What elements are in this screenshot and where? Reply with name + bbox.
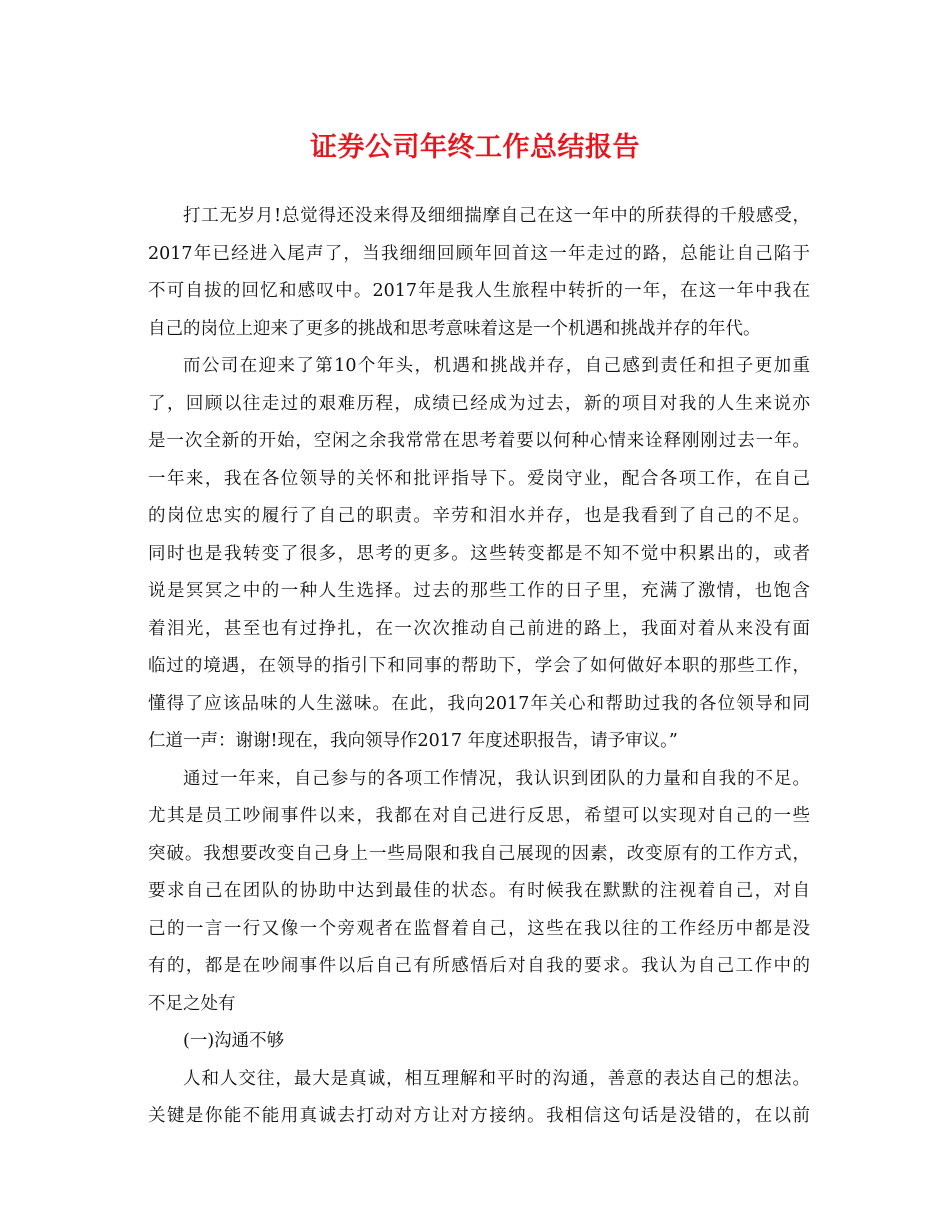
document-title: 证券公司年终工作总结报告 [310,132,640,163]
text-line: 突破。我想要改变自己身上一些局限和我自己展现的因素，改变原有的工作方式， [148,843,810,864]
text-line: 懂得了应该品味的人生滋味。在此，我向2017年关心和帮助过我的各位领导和同 [148,693,810,714]
text-line: 人和人交往，最大是真诚，相互理解和平时的沟通，善意的表达自己的想法。 [183,1068,810,1089]
text-line: 通过一年来，自己参与的各项工作情况，我认识到团队的力量和自我的不足。 [183,768,810,789]
text-line: 不可自拔的回忆和感叹中。2017年是我人生旅程中转折的一年，在这一年中我在 [148,281,810,301]
text-line: 尤其是员工吵闹事件以来，我都在对自己进行反思，希望可以实现对自己的一些 [148,806,810,826]
text-line: 己的一言一行又像一个旁观者在监督着自己，这些在我以往的工作经历中都是没 [148,918,810,939]
text-line: 说是冥冥之中的一种人生选择。过去的那些工作的日子里，充满了激情，也饱含 [148,581,810,601]
text-line: 的岗位忠实的履行了自己的职责。辛劳和泪水并存，也是我看到了自己的不足。 [148,506,810,526]
text-line: 临过的境遇，在领导的指引下和同事的帮助下，学会了如何做好本职的那些工作， [148,656,810,676]
text-line: 一年来，我在各位领导的关怀和批评指导下。爱岗守业，配合各项工作，在自己 [148,468,810,489]
text-line: 着泪光，甚至也有过挣扎，在一次次推动自己前进的路上，我面对着从来没有面 [148,618,810,639]
text-line: 要求自己在团队的协助中达到最佳的状态。有时候我在默默的注视着自己，对自 [148,881,810,901]
text-line: 同时也是我转变了很多，思考的更多。这些转变都是不知不觉中积累出的，或者 [148,543,810,564]
text-line: 打工无岁月!总觉得还没来得及细细揣摩自己在这一年中的所获得的千般感受， [183,206,810,226]
document-body [148,198,810,1136]
text-line: 自己的岗位上迎来了更多的挑战和思考意味着这是一个机遇和挑战并存的年代。 [148,318,761,339]
text-line: 有的，都是在吵闹事件以后自己有所感悟后对自我的要求。我认为自己工作中的 [148,956,810,976]
text-line: (一)沟通不够 [183,1031,285,1051]
text-line: 2017年已经进入尾声了，当我细细回顾年回首这一年走过的路，总能让自己陷于 [148,243,810,264]
text-line: 而公司在迎来了第10个年头，机遇和挑战并存，自己感到责任和担子更加重 [183,356,810,376]
text-line: 不足之处有 [148,993,236,1014]
text-line: 了，回顾以往走过的艰难历程，成绩已经成为过去，新的项目对我的人生来说亦 [148,393,810,414]
text-line: 是一次全新的开始，空闲之余我常常在思考着要以何种心情来诠释刚刚过去一年。 [148,431,810,451]
text-line: 仁道一声：谢谢!现在，我向领导作2017 年度述职报告，请予审议。” [148,731,678,751]
text-line: 关键是你能不能用真诚去打动对方让对方接纳。我相信这句话是没错的，在以前 [148,1106,810,1126]
